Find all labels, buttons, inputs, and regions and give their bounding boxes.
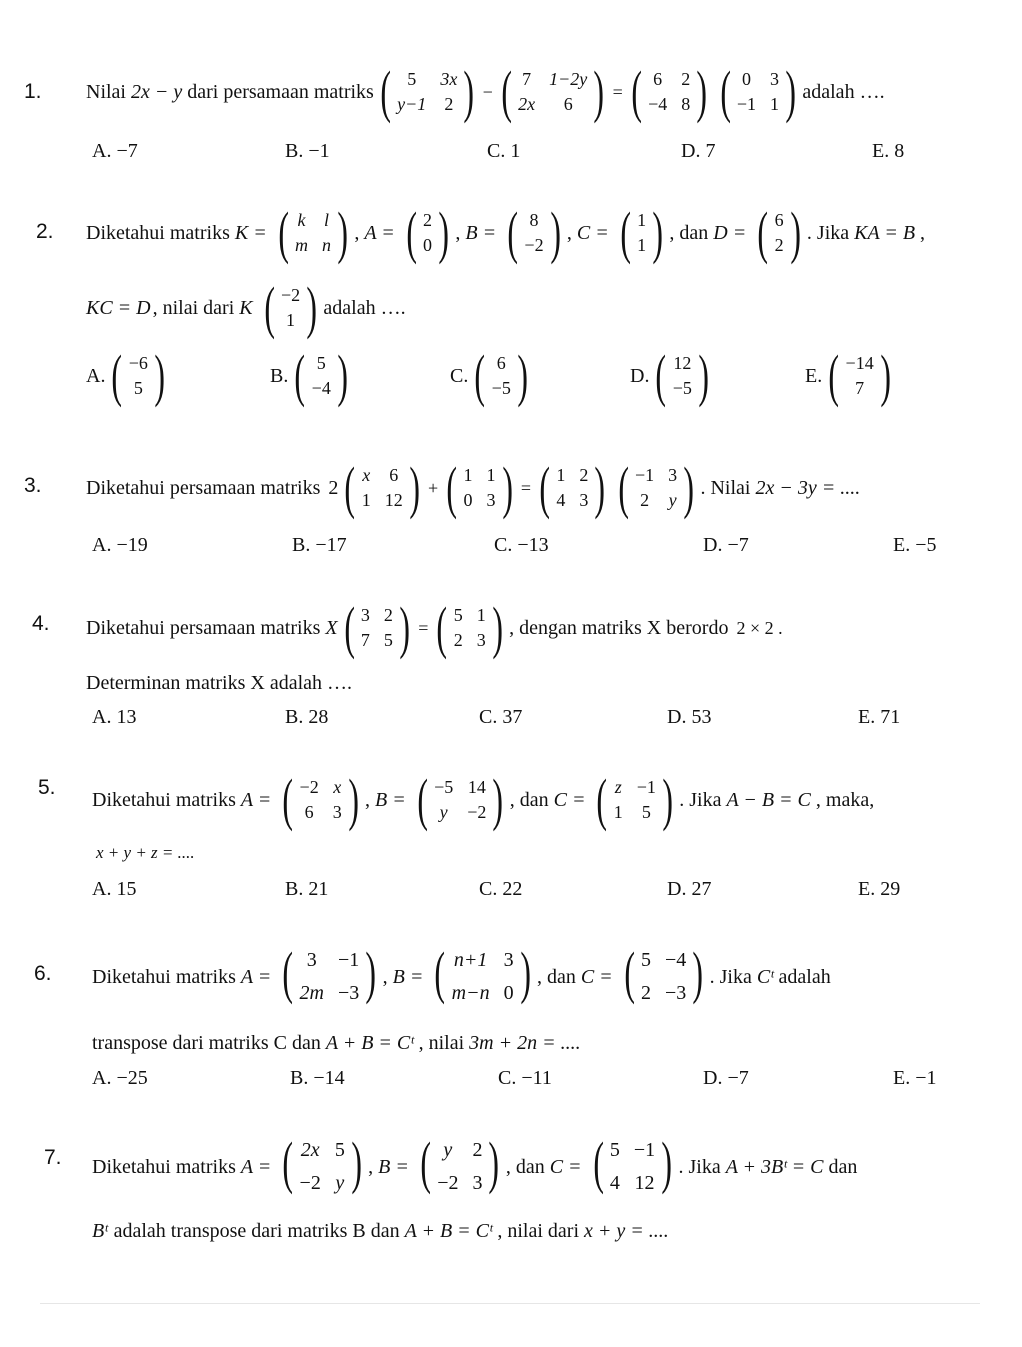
option-e: E. −1 (893, 1067, 937, 1089)
matrix-b: ( 8 −2 ) (507, 200, 561, 265)
option-a: A. 13 (92, 706, 137, 728)
option-c: C. 1 (487, 140, 521, 162)
option-b: B. 28 (285, 706, 329, 728)
option-a: A. −19 (92, 534, 148, 556)
question-text: Diketahui matriks A = ( 3 −1 2m −3 ) , B = ( n+1 3 m−n 0 ) , dan C = ( 5 −4 2 −3 ) . Jika Cᵗ adalah (92, 940, 831, 1005)
question-text: Diketahui persamaan matriks 2 ( x 6 1 12 ) + ( 1 1 0 3 ) = ( 1 2 4 3 ) ( −1 3 2 y ) . Nilai 2x − 3y = .... (86, 455, 861, 520)
matrix-a: ( 2x 5 −2 y ) (282, 1130, 362, 1195)
question-number: 5. (38, 776, 56, 799)
question-number: 6. (34, 962, 52, 985)
option-b: B. −14 (290, 1067, 345, 1089)
matrix: ( −1 3 2 y ) (618, 455, 695, 520)
question-text: Diketahui persamaan matriks X ( 3 2 7 5 ) = ( 5 1 2 3 ) , dengan matriks X berordo 2 × 2 . (86, 595, 783, 660)
option-e: E. −5 (893, 534, 937, 556)
option-d: D. −7 (703, 1067, 749, 1089)
question-number: 7. (44, 1146, 62, 1169)
question-number: 3. (24, 474, 42, 497)
matrix-b: ( −5 14 y −2 ) (417, 767, 504, 832)
option-a: A. 15 (92, 878, 137, 900)
question-text-line-2: KC = D , nilai dari K ( −2 1 ) adalah …. (86, 275, 406, 340)
matrix: ( x 6 1 12 ) (344, 455, 420, 520)
matrix-d: ( 6 2 ) (757, 200, 801, 265)
option-c: C. −11 (498, 1067, 552, 1089)
option-e: E. 29 (858, 878, 901, 900)
option-d: D. 27 (667, 878, 712, 900)
option-c: C. 37 (479, 706, 523, 728)
matrix-b: ( y 2 −2 3 ) (420, 1130, 500, 1195)
question-number: 4. (32, 612, 50, 635)
vector: ( −2 1 ) (263, 275, 318, 340)
option-e: E. ( −14 7 ) (805, 343, 891, 408)
footer-divider (40, 1303, 980, 1304)
matrix-a: ( 3 −1 2m −3 ) (282, 940, 377, 1005)
option-d: D. ( 12 −5 ) (630, 343, 709, 408)
option-b: B. −1 (285, 140, 330, 162)
option-b: B. 21 (285, 878, 329, 900)
question-text-line-2: x + y + z = .... (96, 843, 195, 862)
matrix-c: ( 5 −1 4 12 ) (592, 1130, 673, 1195)
matrix: ( 0 3 −1 1 ) (719, 59, 797, 124)
option-a: A. −7 (92, 140, 138, 162)
matrix-b: ( n+1 3 m−n 0 ) (434, 940, 531, 1005)
question-text: Diketahui matriks A = ( 2x 5 −2 y ) , B = ( y 2 −2 3 ) , dan C = ( 5 −1 4 12 ) . Jika A + 3Bᵗ = C dan (92, 1130, 858, 1195)
question-number: 1. (24, 80, 42, 103)
question-text-line-2: Determinan matriks X adalah …. (86, 672, 353, 694)
matrix: ( 3 2 7 5 ) (343, 595, 410, 660)
question-text: Diketahui matriks K = ( k l m n ) , A = ( 2 0 ) , B = ( 8 −2 ) , C = ( 1 1 ) , dan D = ( 6 2 ) . Jika KA = B , (86, 200, 926, 265)
matrix: ( 1 1 0 3 ) (446, 455, 513, 520)
option-d: D. −7 (703, 534, 749, 556)
option-c: C. 22 (479, 878, 523, 900)
option-c: C. −13 (494, 534, 549, 556)
matrix-c: ( 1 1 ) (620, 200, 664, 265)
question-text: Diketahui matriks A = ( −2 x 6 3 ) , B = ( −5 14 y −2 ) , dan C = ( z −1 1 5 ) . Jika A − B = C , maka, (92, 767, 875, 832)
matrix-k: ( k l m n ) (278, 200, 349, 265)
option-b: B. ( 5 −4 ) (270, 343, 348, 408)
option-d: D. 7 (681, 140, 716, 162)
matrix-c: ( z −1 1 5 ) (596, 767, 673, 832)
option-a: A. ( −6 5 ) (86, 343, 165, 408)
matrix-c: ( 5 −4 2 −3 ) (624, 940, 704, 1005)
option-e: E. 71 (858, 706, 901, 728)
option-a: A. −25 (92, 1067, 148, 1089)
option-c: C. ( 6 −5 ) (450, 343, 528, 408)
matrix: ( 1 2 4 3 ) (539, 455, 606, 520)
question-number: 2. (36, 220, 54, 243)
question-text: Nilai 2x − y dari persamaan matriks ( 5 3x y−1 2 ) − ( 7 1−2y 2x 6 ) = ( 6 2 −4 8 ) ( 0 3 −1 1 ) adalah …. (86, 59, 885, 124)
question-text-line-2: Bᵗ adalah transpose dari matriks B dan A + B = Cᵗ , nilai dari x + y = .... (92, 1220, 669, 1242)
matrix: ( 7 1−2y 2x 6 ) (501, 59, 605, 124)
question-text-line-2: transpose dari matriks C dan A + B = Cᵗ , nilai 3m + 2n = .... (92, 1032, 581, 1054)
matrix: ( 5 3x y−1 2 ) (380, 59, 475, 124)
matrix: ( 5 1 2 3 ) (436, 595, 503, 660)
option-b: B. −17 (292, 534, 347, 556)
matrix: ( 6 2 −4 8 ) (631, 59, 708, 124)
matrix-a: ( 2 0 ) (406, 200, 450, 265)
option-e: E. 8 (872, 140, 905, 162)
option-d: D. 53 (667, 706, 712, 728)
matrix-a: ( −2 x 6 3 ) (282, 767, 359, 832)
